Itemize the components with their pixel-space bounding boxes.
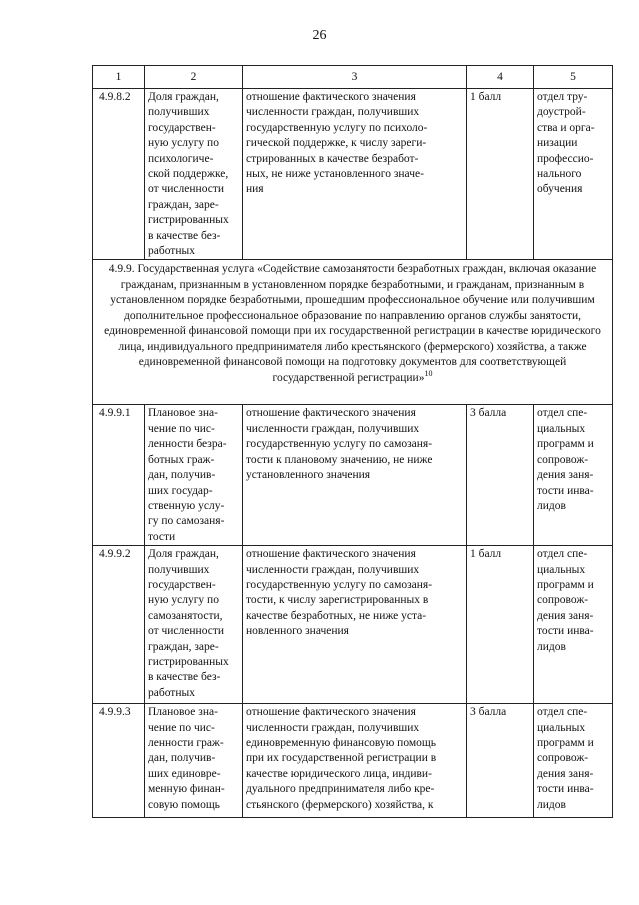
footnote-marker: 10 [424,369,433,379]
row-id: 4.9.9.1 [93,405,145,546]
row-indicator-name: Доля граждан, получивших государствен- ную услугу по психологиче- ской поддержке, от численности граждан, заре- гистрированных в качестве без- работных [145,89,243,260]
row-formula: отношение фактического значения численности граждан, получивших единовременную финансовую помощь при их государственной регистрации в качестве юридического лица, индиви- дуального предпринимателя либо кре- стьянского (фермерского) хозяйства, к [243,704,467,818]
row-indicator-name: Доля граждан, получивших государствен- ную услугу по самозанятости, от численности граждан, заре- гистрированных в качестве без- работных [145,546,243,704]
section-row [93,260,613,405]
header-col-2: 2 [145,66,243,89]
row-formula: отношение фактического значения численности граждан, получивших государственную услугу по самозаня- тости, к числу зарегистрированных в качестве безработных, не ниже уста- новленного значения [243,546,467,704]
row-responsible: отдел спе- циальных программ и сопровож- дения заня- тости инва- лидов [534,704,613,818]
row-id: 4.9.9.2 [93,546,145,704]
header-col-4: 4 [467,66,534,89]
row-score: 3 балла [467,704,534,818]
row-score: 3 балла [467,405,534,546]
indicators-table [92,65,613,818]
row-formula: отношение фактического значения численности граждан, получивших государственную услугу по самозаня- тости к плановому значению, не ниже установленного значения [243,405,467,546]
section-heading [93,260,613,405]
table-header-row [93,66,613,89]
row-score: 1 балл [467,89,534,260]
row-id: 4.9.9.3 [93,704,145,818]
table-row [93,89,613,260]
table-row [93,546,613,704]
row-indicator-name: Плановое зна- чение по чис- ленности граж- дан, получив- ших единовре- менную финан- совую помощь [145,704,243,818]
section-text: 4.9.9. Государственная услуга «Содействие самозанятости безработных граждан, включая оказание гражданам, признанным в установленном порядке безработными, и гражданам, признанным в установленном порядке безработными, прошедшим профессиональное обучение или получившим дополнительное профессиональное образование по направлению органов службы занятости, единовременной финансовой помощи при их государственной регистрации в качестве юридического лица, индивидуального предпринимателя либо крестьянского (фермерского) хозяйства, а также единовременной финансовой помощи на подготовку документов для соответствующей государственной регистрации» [104,263,601,384]
row-formula: отношение фактического значения численности граждан, получивших государственную услугу по психоло- гической поддержке, к числу зареги- стрированных в качестве безработ- ных, не ниже установленного значе- ния [243,89,467,260]
row-responsible: отдел спе- циальных программ и сопровож- дения заня- тости инва- лидов [534,405,613,546]
header-col-1: 1 [93,66,145,89]
table-row [93,704,613,818]
page-number: 26 [312,28,327,43]
header-col-3: 3 [243,66,467,89]
row-score: 1 балл [467,546,534,704]
row-responsible: отдел тру- доустрой- ства и орга- низации профессио- нального обучения [534,89,613,260]
row-indicator-name: Плановое зна- чение по чис- ленности безра- ботных граж- дан, получив- ших государ- ственную услу- гу по самозаня- тости [145,405,243,546]
table-row [93,405,613,546]
row-responsible: отдел спе- циальных программ и сопровож- дения заня- тости инва- лидов [534,546,613,704]
row-id: 4.9.8.2 [93,89,145,260]
header-col-5: 5 [534,66,613,89]
